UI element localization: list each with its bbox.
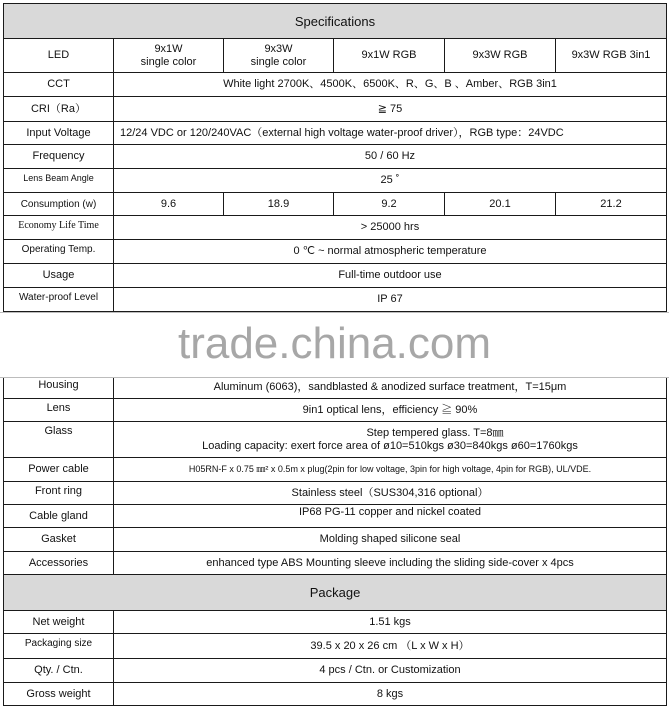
gasket-label: Gasket bbox=[4, 528, 114, 552]
power-cable-value: H05RN-F x 0.75 ㎜² x 0.5m x plug(2pin for low voltage, 3pin for high voltage, 4pin for RGB), UL/VDE. bbox=[114, 458, 667, 482]
lens-value: 9in1 optical lens，efficiency ≧ 90% bbox=[114, 399, 667, 422]
usage-value: Full-time outdoor use bbox=[114, 264, 667, 288]
cable-gland-value: IP68 PG-11 copper and nickel coated bbox=[114, 505, 667, 528]
gross-weight-label: Gross weight bbox=[4, 683, 114, 706]
cable-gland-label: Cable gland bbox=[4, 505, 114, 528]
cct-label: CCT bbox=[4, 73, 114, 97]
gasket-value: Molding shaped silicone seal bbox=[114, 528, 667, 552]
lens-label: Lens bbox=[4, 399, 114, 422]
operating-temp-label: Operating Temp. bbox=[4, 240, 114, 264]
net-weight-value: 1.51 kgs bbox=[114, 611, 667, 634]
led-model-4: 9x3W RGB bbox=[445, 39, 556, 73]
power-cable-label: Power cable bbox=[4, 458, 114, 482]
consumption-value-4: 20.1 bbox=[445, 193, 556, 216]
waterproof-value: IP 67 bbox=[114, 288, 667, 312]
economy-life-label: Economy Life Time bbox=[4, 216, 114, 240]
input-voltage-value: 12/24 VDC or 120/240VAC（external high voltage water-proof driver），RGB type：24VDC bbox=[114, 122, 667, 145]
frequency-label: Frequency bbox=[4, 145, 114, 169]
glass-value: Step tempered glass. T=8㎜ Loading capacity: exert force area of ø10=510kgs ø30=840kgs ø60=1760kgs bbox=[114, 422, 667, 458]
cri-value: ≧ 75 bbox=[114, 97, 667, 122]
consumption-label: Consumption (w) bbox=[4, 193, 114, 216]
cri-label: CRI（Ra） bbox=[4, 97, 114, 122]
gross-weight-value: 8 kgs bbox=[114, 683, 667, 706]
front-ring-value: Stainless steel（SUS304,316 optional） bbox=[114, 482, 667, 505]
economy-life-value: > 25000 hrs bbox=[114, 216, 667, 240]
cct-value: White light 2700K、4500K、6500K、R、G、B 、Amber、RGB 3in1 bbox=[114, 73, 667, 97]
led-model-1: 9x1W single color bbox=[114, 39, 224, 73]
consumption-value-2: 18.9 bbox=[224, 193, 334, 216]
qty-label: Qty. / Ctn. bbox=[4, 659, 114, 683]
packaging-size-label: Packaging size bbox=[4, 634, 114, 659]
watermark-band bbox=[0, 312, 669, 378]
net-weight-label: Net weight bbox=[4, 611, 114, 634]
housing-value: Aluminum (6063)，sandblasted & anodized surface treatment，T=15μm bbox=[114, 376, 667, 399]
lens-beam-angle-value: 25 ˚ bbox=[114, 169, 667, 193]
front-ring-label: Front ring bbox=[4, 482, 114, 505]
accessories-value: enhanced type ABS Mounting sleeve including the sliding side-cover x 4pcs bbox=[114, 552, 667, 575]
input-voltage-label: Input Voltage bbox=[4, 122, 114, 145]
accessories-label: Accessories bbox=[4, 552, 114, 575]
qty-value: 4 pcs / Ctn. or Customization bbox=[114, 659, 667, 683]
glass-label: Glass bbox=[4, 422, 114, 458]
led-model-5: 9x3W RGB 3in1 bbox=[556, 39, 667, 73]
consumption-value-3: 9.2 bbox=[334, 193, 445, 216]
usage-label: Usage bbox=[4, 264, 114, 288]
specifications-header: Specifications bbox=[4, 4, 667, 39]
waterproof-label: Water-proof Level bbox=[4, 288, 114, 312]
operating-temp-value: 0 ℃ ~ normal atmospheric temperature bbox=[114, 240, 667, 264]
led-model-3: 9x1W RGB bbox=[334, 39, 445, 73]
consumption-value-1: 9.6 bbox=[114, 193, 224, 216]
package-header: Package bbox=[4, 575, 667, 611]
watermark-text: trade.china.com bbox=[177, 319, 492, 368]
frequency-value: 50 / 60 Hz bbox=[114, 145, 667, 169]
consumption-value-5: 21.2 bbox=[556, 193, 667, 216]
housing-label: Housing bbox=[4, 376, 114, 399]
lens-beam-angle-label: Lens Beam Angle bbox=[4, 169, 114, 193]
packaging-size-value: 39.5 x 20 x 26 cm （L x W x H） bbox=[114, 634, 667, 659]
led-model-2: 9x3W single color bbox=[224, 39, 334, 73]
led-label: LED bbox=[4, 39, 114, 73]
